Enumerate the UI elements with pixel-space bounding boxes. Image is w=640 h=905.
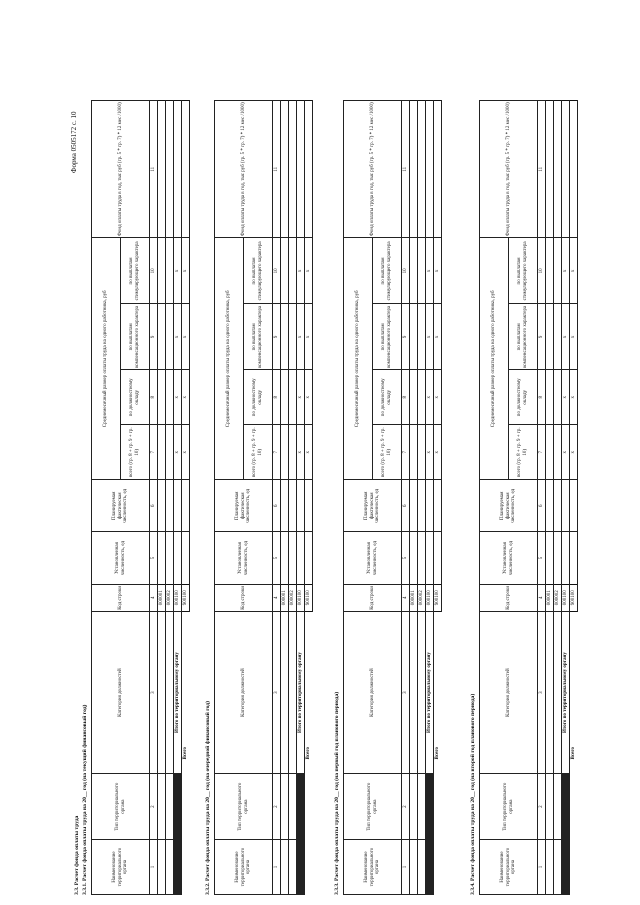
- value-cell[interactable]: [410, 304, 418, 370]
- header-incentive: по выплатам стимулирующего характера: [244, 238, 273, 304]
- position-cell[interactable]: [158, 612, 166, 774]
- org-name-cell[interactable]: [289, 840, 297, 895]
- header-compensation: по выплатам компенсационного характера: [373, 304, 402, 370]
- column-number: 9: [273, 304, 281, 370]
- header-avg-group: Среднемесячный размер оплаты труда на одного работника, руб: [480, 238, 509, 480]
- org-name-cell[interactable]: [166, 840, 174, 895]
- value-cell[interactable]: [166, 101, 174, 238]
- subtotal-row: [297, 101, 305, 895]
- total-row: [182, 101, 190, 895]
- value-cell[interactable]: [289, 480, 297, 532]
- column-number: 3: [402, 612, 410, 774]
- column-number: 7: [150, 425, 158, 480]
- header-established: Установленная численность, ед: [344, 532, 402, 584]
- value-cell[interactable]: [289, 532, 297, 584]
- x-cell: x: [305, 238, 313, 304]
- column-number: 11: [402, 101, 410, 238]
- x-cell: x: [297, 304, 305, 370]
- fund-table: [214, 100, 313, 895]
- x-cell: x: [305, 425, 313, 480]
- rotated-form: [68, 95, 618, 895]
- value-cell[interactable]: [305, 480, 313, 532]
- value-cell[interactable]: [418, 304, 426, 370]
- x-cell: x: [570, 370, 578, 425]
- value-cell[interactable]: [305, 101, 313, 238]
- x-cell: x: [174, 425, 182, 480]
- header-planned: Планируемая фактическая численность, ед: [215, 480, 273, 532]
- value-cell[interactable]: [182, 532, 190, 584]
- value-cell[interactable]: [281, 425, 289, 480]
- org-name-cell[interactable]: [546, 840, 554, 895]
- column-number: 8: [273, 370, 281, 425]
- x-cell: x: [434, 238, 442, 304]
- column-number: 10: [402, 238, 410, 304]
- column-number: 4: [273, 584, 281, 611]
- value-cell[interactable]: [289, 101, 297, 238]
- value-cell[interactable]: [418, 480, 426, 532]
- total-label: Всего: [305, 747, 311, 760]
- code-cell: 000001: [546, 584, 554, 611]
- x-cell: x: [297, 370, 305, 425]
- x-cell: x: [562, 304, 570, 370]
- column-number: 10: [150, 238, 158, 304]
- x-cell: x: [570, 425, 578, 480]
- header-total: всего (гр. 8 + гр. 9 + гр. 10): [244, 425, 273, 480]
- blank-cell[interactable]: [174, 774, 182, 840]
- code-cell: 000100: [426, 584, 434, 611]
- code-cell: 000001: [281, 584, 289, 611]
- header-incentive: по выплатам стимулирующего характера: [121, 238, 150, 304]
- value-cell[interactable]: [562, 101, 570, 238]
- column-number: 9: [150, 304, 158, 370]
- value-cell[interactable]: [570, 101, 578, 238]
- header-salary: по должностному окладу: [373, 370, 402, 425]
- value-cell[interactable]: [281, 238, 289, 304]
- value-cell[interactable]: [554, 101, 562, 238]
- value-cell[interactable]: [554, 238, 562, 304]
- value-cell[interactable]: [158, 370, 166, 425]
- column-number: 4: [150, 584, 158, 611]
- value-cell[interactable]: [281, 304, 289, 370]
- value-cell[interactable]: [158, 238, 166, 304]
- table-row: [554, 101, 562, 895]
- header-incentive: по выплатам стимулирующего характера: [373, 238, 402, 304]
- value-cell[interactable]: [546, 425, 554, 480]
- org-type-cell[interactable]: [418, 774, 426, 840]
- x-cell: x: [570, 304, 578, 370]
- blank-cell[interactable]: [426, 840, 434, 895]
- column-number: 6: [402, 480, 410, 532]
- code-cell: 000002: [418, 584, 426, 611]
- table-subtitle: 3.3.1. Расчет фонда оплаты труда на 20__ год (на текущий финансовый год): [82, 704, 88, 895]
- value-cell[interactable]: [554, 480, 562, 532]
- value-cell[interactable]: [546, 101, 554, 238]
- value-cell[interactable]: [174, 532, 182, 584]
- org-name-cell[interactable]: [554, 840, 562, 895]
- org-name-cell[interactable]: [418, 840, 426, 895]
- header-position: Категория должностей: [215, 612, 273, 774]
- form-number: Форма 0505172 с. 10: [70, 111, 78, 173]
- column-number: 11: [538, 101, 546, 238]
- header-total: всего (гр. 8 + гр. 9 + гр. 10): [121, 425, 150, 480]
- code-cell: 900100: [305, 584, 313, 611]
- column-number: 6: [150, 480, 158, 532]
- header-established: Установленная численность, ед: [92, 532, 150, 584]
- header-established: Установленная численность, ед: [215, 532, 273, 584]
- value-cell[interactable]: [158, 304, 166, 370]
- position-cell[interactable]: [289, 612, 297, 774]
- table-row: [281, 101, 289, 895]
- header-code: Код строки: [92, 584, 150, 611]
- value-cell[interactable]: [166, 370, 174, 425]
- subtotal-label: Итого по территориальному органу: [562, 612, 570, 774]
- total-row: [570, 101, 578, 895]
- code-cell: 900100: [182, 584, 190, 611]
- column-number: 2: [150, 774, 158, 840]
- value-cell[interactable]: [546, 238, 554, 304]
- org-name-cell[interactable]: [410, 840, 418, 895]
- org-type-cell[interactable]: [554, 774, 562, 840]
- value-cell[interactable]: [281, 370, 289, 425]
- value-cell[interactable]: [554, 304, 562, 370]
- header-position: Категория должностей: [480, 612, 538, 774]
- value-cell[interactable]: [426, 101, 434, 238]
- value-cell[interactable]: [426, 480, 434, 532]
- position-cell[interactable]: [166, 612, 174, 774]
- value-cell[interactable]: [410, 532, 418, 584]
- total-label: Всего: [434, 747, 440, 760]
- total-row: [305, 101, 313, 895]
- header-compensation: по выплатам компенсационного характера: [509, 304, 538, 370]
- column-number: 8: [538, 370, 546, 425]
- x-cell: x: [297, 238, 305, 304]
- blank-cell[interactable]: [426, 774, 434, 840]
- column-number: 2: [402, 774, 410, 840]
- value-cell[interactable]: [546, 304, 554, 370]
- value-cell[interactable]: [546, 370, 554, 425]
- value-cell[interactable]: [554, 370, 562, 425]
- table-row: [418, 101, 426, 895]
- header-org-name: Наименование территориального органа: [92, 840, 150, 895]
- header-salary: по должностному окладу: [509, 370, 538, 425]
- value-cell[interactable]: [158, 480, 166, 532]
- blank-cell[interactable]: [182, 612, 190, 895]
- blank-cell[interactable]: [562, 840, 570, 895]
- x-cell: x: [182, 238, 190, 304]
- column-number: 1: [538, 840, 546, 895]
- blank-cell[interactable]: [297, 840, 305, 895]
- org-name-cell[interactable]: [281, 840, 289, 895]
- header-org-name: Наименование территориального органа: [480, 840, 538, 895]
- table-row: [546, 101, 554, 895]
- header-position: Категория должностей: [344, 612, 402, 774]
- code-cell: 000001: [410, 584, 418, 611]
- header-salary: по должностному окладу: [121, 370, 150, 425]
- header-planned: Планируемая фактическая численность, ед: [344, 480, 402, 532]
- header-org-name: Наименование территориального органа: [344, 840, 402, 895]
- value-cell[interactable]: [166, 480, 174, 532]
- column-number: 3: [538, 612, 546, 774]
- value-cell[interactable]: [297, 101, 305, 238]
- value-cell[interactable]: [174, 480, 182, 532]
- table-row: [410, 101, 418, 895]
- org-type-cell[interactable]: [410, 774, 418, 840]
- value-cell[interactable]: [418, 238, 426, 304]
- fund-table: [479, 100, 578, 895]
- x-cell: x: [305, 304, 313, 370]
- header-org-type: Тип территориального органа: [344, 774, 402, 840]
- total-label: Всего: [570, 747, 576, 760]
- header-org-type: Тип территориального органа: [480, 774, 538, 840]
- total-row: [434, 101, 442, 895]
- org-name-cell[interactable]: [158, 840, 166, 895]
- value-cell[interactable]: [418, 101, 426, 238]
- column-number: 3: [273, 612, 281, 774]
- table-subtitle: 3.3.4. Расчет фонда оплаты труда на 20__ год (на второй год планового периода): [470, 693, 476, 895]
- blank-cell[interactable]: [562, 774, 570, 840]
- value-cell[interactable]: [410, 238, 418, 304]
- column-number: 3: [150, 612, 158, 774]
- org-type-cell[interactable]: [158, 774, 166, 840]
- code-cell: 000002: [289, 584, 297, 611]
- column-number: 2: [538, 774, 546, 840]
- x-cell: x: [182, 370, 190, 425]
- code-cell: 900100: [434, 584, 442, 611]
- header-salary: по должностному окладу: [244, 370, 273, 425]
- value-cell[interactable]: [289, 370, 297, 425]
- header-fund: Фонд оплаты труда в год, тыс руб (гр. 5 * гр. 7) * 12 мес /1000): [344, 101, 402, 238]
- header-fund: Фонд оплаты труда в год, тыс руб (гр. 5 * гр. 7) * 12 мес /1000): [480, 101, 538, 238]
- position-cell[interactable]: [410, 612, 418, 774]
- value-cell[interactable]: [166, 425, 174, 480]
- column-number: 5: [273, 532, 281, 584]
- value-cell[interactable]: [166, 304, 174, 370]
- header-incentive: по выплатам стимулирующего характера: [509, 238, 538, 304]
- header-code: Код строки: [480, 584, 538, 611]
- header-compensation: по выплатам компенсационного характера: [244, 304, 273, 370]
- value-cell[interactable]: [418, 532, 426, 584]
- x-cell: x: [426, 425, 434, 480]
- column-number: 5: [402, 532, 410, 584]
- x-cell: x: [434, 304, 442, 370]
- value-cell[interactable]: [158, 532, 166, 584]
- x-cell: x: [426, 238, 434, 304]
- value-cell[interactable]: [562, 480, 570, 532]
- org-type-cell[interactable]: [546, 774, 554, 840]
- total-label: Всего: [182, 747, 188, 760]
- section-title: 3.3. Расчет фонда оплаты труда: [74, 815, 80, 895]
- table-row: [289, 101, 297, 895]
- header-org-name: Наименование территориального органа: [215, 840, 273, 895]
- position-cell[interactable]: [281, 612, 289, 774]
- value-cell[interactable]: [281, 101, 289, 238]
- column-number: 4: [402, 584, 410, 611]
- x-cell: x: [182, 304, 190, 370]
- table-row: [158, 101, 166, 895]
- header-org-type: Тип территориального органа: [215, 774, 273, 840]
- header-total: всего (гр. 8 + гр. 9 + гр. 10): [509, 425, 538, 480]
- x-cell: x: [426, 304, 434, 370]
- code-cell: 000002: [166, 584, 174, 611]
- value-cell[interactable]: [174, 101, 182, 238]
- header-planned: Планируемая фактическая численность, ед: [480, 480, 538, 532]
- code-cell: 000100: [174, 584, 182, 611]
- value-cell[interactable]: [410, 480, 418, 532]
- x-cell: x: [174, 304, 182, 370]
- value-cell[interactable]: [289, 304, 297, 370]
- value-cell[interactable]: [305, 532, 313, 584]
- position-cell[interactable]: [546, 612, 554, 774]
- header-avg-group: Среднемесячный размер оплаты труда на одного работника, руб: [215, 238, 244, 480]
- column-number: 1: [273, 840, 281, 895]
- value-cell[interactable]: [434, 101, 442, 238]
- header-code: Код строки: [344, 584, 402, 611]
- value-cell[interactable]: [166, 532, 174, 584]
- value-cell[interactable]: [158, 425, 166, 480]
- column-number: 8: [150, 370, 158, 425]
- value-cell[interactable]: [289, 425, 297, 480]
- value-cell[interactable]: [570, 480, 578, 532]
- column-number: 10: [538, 238, 546, 304]
- column-number: 7: [538, 425, 546, 480]
- column-number: 10: [273, 238, 281, 304]
- value-cell[interactable]: [410, 370, 418, 425]
- value-cell[interactable]: [562, 532, 570, 584]
- fund-table: [91, 100, 190, 895]
- subtotal-row: [562, 101, 570, 895]
- position-cell[interactable]: [554, 612, 562, 774]
- header-compensation: по выплатам компенсационного характера: [121, 304, 150, 370]
- x-cell: x: [305, 370, 313, 425]
- x-cell: x: [426, 370, 434, 425]
- column-number: 9: [538, 304, 546, 370]
- code-cell: 900100: [570, 584, 578, 611]
- value-cell[interactable]: [297, 532, 305, 584]
- x-cell: x: [174, 238, 182, 304]
- header-planned: Планируемая фактическая численность, ед: [92, 480, 150, 532]
- column-number: 6: [538, 480, 546, 532]
- table-subtitle: 3.3.2. Расчет фонда оплаты труда на 20__ год (на очередной финансовый год): [205, 701, 211, 895]
- header-total: всего (гр. 8 + гр. 9 + гр. 10): [373, 425, 402, 480]
- value-cell[interactable]: [570, 532, 578, 584]
- x-cell: x: [434, 370, 442, 425]
- value-cell[interactable]: [554, 532, 562, 584]
- value-cell[interactable]: [158, 101, 166, 238]
- code-cell: 000100: [297, 584, 305, 611]
- header-code: Код строки: [215, 584, 273, 611]
- table-subtitle: 3.3.3. Расчет фонда оплаты труда на 20__ год (на первый год планового периода): [334, 691, 340, 895]
- value-cell[interactable]: [166, 238, 174, 304]
- subtotal-label: Итого по территориальному органу: [297, 612, 305, 774]
- header-position: Категория должностей: [92, 612, 150, 774]
- column-number: 6: [273, 480, 281, 532]
- blank-cell[interactable]: [174, 840, 182, 895]
- header-fund: Фонд оплаты труда в год, тыс руб (гр. 5 * гр. 7) * 12 мес /1000): [215, 101, 273, 238]
- column-number: 1: [150, 840, 158, 895]
- header-avg-group: Среднемесячный размер оплаты труда на одного работника, руб: [92, 238, 121, 480]
- x-cell: x: [434, 425, 442, 480]
- column-number: 9: [402, 304, 410, 370]
- x-cell: x: [562, 370, 570, 425]
- org-type-cell[interactable]: [281, 774, 289, 840]
- x-cell: x: [570, 238, 578, 304]
- column-number: 1: [402, 840, 410, 895]
- column-number: 4: [538, 584, 546, 611]
- value-cell[interactable]: [297, 480, 305, 532]
- value-cell[interactable]: [281, 532, 289, 584]
- blank-cell[interactable]: [297, 774, 305, 840]
- column-number: 11: [273, 101, 281, 238]
- header-avg-group: Среднемесячный размер оплаты труда на одного работника, руб: [344, 238, 373, 480]
- x-cell: x: [182, 425, 190, 480]
- value-cell[interactable]: [289, 238, 297, 304]
- header-established: Установленная численность, ед: [480, 532, 538, 584]
- value-cell[interactable]: [434, 532, 442, 584]
- value-cell[interactable]: [546, 532, 554, 584]
- value-cell[interactable]: [426, 532, 434, 584]
- column-number: 7: [402, 425, 410, 480]
- x-cell: x: [174, 370, 182, 425]
- blank-cell[interactable]: [434, 612, 442, 895]
- blank-cell[interactable]: [570, 612, 578, 895]
- column-number: 5: [538, 532, 546, 584]
- x-cell: x: [562, 425, 570, 480]
- x-cell: x: [297, 425, 305, 480]
- column-number: 11: [150, 101, 158, 238]
- column-number: 5: [150, 532, 158, 584]
- value-cell[interactable]: [418, 425, 426, 480]
- value-cell[interactable]: [554, 425, 562, 480]
- header-fund: Фонд оплаты труда в год, тыс руб (гр. 5 * гр. 7) * 12 мес /1000): [92, 101, 150, 238]
- subtotal-row: [426, 101, 434, 895]
- x-cell: x: [562, 238, 570, 304]
- fund-table: [343, 100, 442, 895]
- subtotal-label: Итого по территориальному органу: [426, 612, 434, 774]
- value-cell[interactable]: [182, 480, 190, 532]
- subtotal-row: [174, 101, 182, 895]
- column-number: 2: [273, 774, 281, 840]
- column-number: 8: [402, 370, 410, 425]
- code-cell: 000002: [554, 584, 562, 611]
- table-row: [166, 101, 174, 895]
- value-cell[interactable]: [281, 480, 289, 532]
- value-cell[interactable]: [418, 370, 426, 425]
- code-cell: 000001: [158, 584, 166, 611]
- org-type-cell[interactable]: [289, 774, 297, 840]
- code-cell: 000100: [562, 584, 570, 611]
- value-cell[interactable]: [182, 101, 190, 238]
- header-org-type: Тип территориального органа: [92, 774, 150, 840]
- blank-cell[interactable]: [305, 612, 313, 895]
- column-number: 7: [273, 425, 281, 480]
- value-cell[interactable]: [546, 480, 554, 532]
- org-type-cell[interactable]: [166, 774, 174, 840]
- position-cell[interactable]: [418, 612, 426, 774]
- subtotal-label: Итого по территориальному органу: [174, 612, 182, 774]
- value-cell[interactable]: [434, 480, 442, 532]
- value-cell[interactable]: [410, 425, 418, 480]
- value-cell[interactable]: [410, 101, 418, 238]
